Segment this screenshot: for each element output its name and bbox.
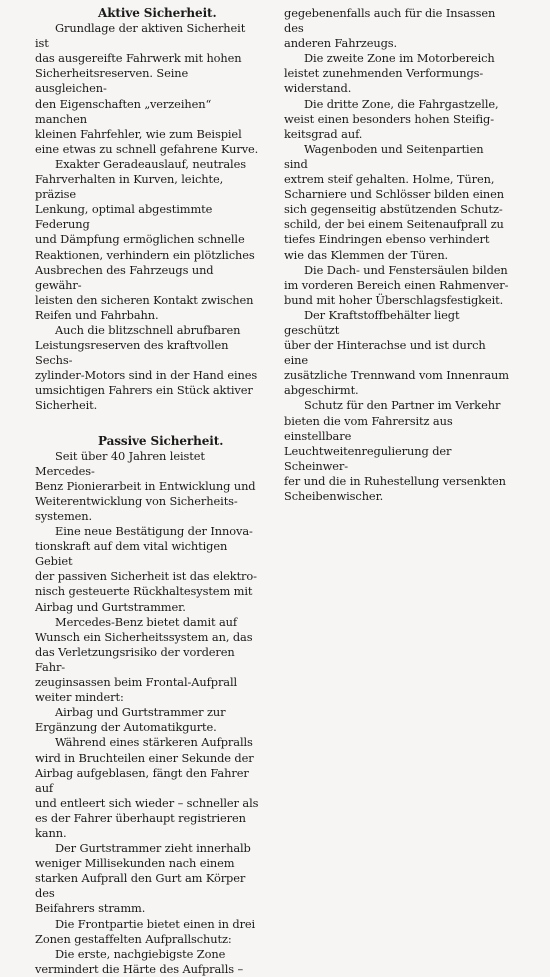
paragraph: Schutz für den Partner im Verkehr bieten die vom Fahrersitz aus einstellbare Leuchtweitenregulierung der Scheinwer- fer und die in Ruhestellung versenkten Scheibenwischer.: [284, 398, 506, 503]
paragraph: Seit über 40 Jahren leistet Mercedes- Benz Pionierarbeit in Entwicklung und Weiterentwicklung von Sicherheits- systemen.: [35, 448, 256, 523]
left-column: [35, 6, 261, 977]
paragraph: Mercedes-Benz bietet damit auf Wunsch ein Sicherheitssystem an, das das Verletzungsrisiko der vorderen Fahr- zeuginsassen beim Frontal-Aufprall weiter mindert:: [35, 614, 253, 705]
paragraph: Die Dach- und Fenstersäulen bilden im vorderen Bereich einen Rahmenver- bund mit hoher Überschlagsfestigkeit.: [284, 262, 509, 307]
paragraph: Der Kraftstoffbehälter liegt geschützt über der Hinterachse und ist durch eine zusätzliche Trennwand vom Innenraum abgeschirmt.: [284, 307, 509, 398]
right-column: [284, 6, 510, 504]
heading-passive-safety: Passive Sicherheit.: [98, 433, 224, 448]
paragraph: Die erste, nachgiebigste Zone vermindert die Härte des Aufpralls –: [35, 946, 244, 976]
paragraph: Der Gurtstrammer zieht innerhalb weniger Millisekunden nach einem starken Aufprall den Gurt am Körper des Beifahrers stramm.: [35, 841, 251, 916]
paragraph: Airbag und Gurtstrammer zur Ergänzung der Automatikgurte.: [35, 705, 226, 735]
paragraph: Die dritte Zone, die Fahrgastzelle, weist einen besonders hohen Steifig- keitsgrad auf.: [284, 96, 499, 141]
paragraph: Die Frontpartie bietet einen in drei Zonen gestaffelten Aufprallschutz:: [35, 916, 256, 946]
paragraph-continuation: gegebenenfalls auch für die Insassen des anderen Fahrzeugs.: [284, 6, 496, 51]
paragraph: Grundlage der aktiven Sicherheit ist das ausgereifte Fahrwerk mit hohen Sicherheitsreserven. Seine ausgleichen- den Eigenschaften „verzeihen“ manchen kleinen Fahrfehler, wie zum Beispiel eine etwas zu schnell gefahrene Kurve.: [35, 21, 259, 156]
paragraph: Eine neue Bestätigung der Innova- tionskraft auf dem vital wichtigen Gebiet der passiven Sicherheit ist das elektro- nisch gesteuerte Rückhaltesystem mit Airbag und Gurtstrammer.: [35, 524, 257, 614]
paragraph: Auch die blitzschnell abrufbaren Leistungsreserven des kraftvollen Sechs- zylinder-Motors sind in der Hand eines umsichtigen Fahrers ein Stück aktiver Sicherheit.: [35, 322, 258, 413]
heading-active-safety: Aktive Sicherheit.: [98, 6, 217, 20]
paragraph: Exakter Geradeauslauf, neutrales Fahrverhalten in Kurven, leichte, präzise Lenkung, optimal abgestimmte Federung und Dämpfung ermöglichen schnelle Reaktionen, verhindern ein plötzliches Ausbrechen des Fahrzeugs und gewähr- leisten den sicheren Kontakt zwischen Reifen und Fahrbahn.: [35, 156, 255, 322]
paragraph: Die zweite Zone im Motorbereich leistet zunehmenden Verformungs- widerstand.: [284, 51, 495, 96]
paragraph: Wagenboden und Seitenpartien sind extrem steif gehalten. Holme, Türen, Scharniere und Schlösser bilden einen sich gegenseitig abstützenden Schutz- schild, der bei einem Seitenaufprall zu tiefes Eindringen ebenso verhindert wie das Klemmen der Türen.: [284, 141, 505, 262]
paragraph: Während eines stärkeren Aufpralls wird in Bruchteilen einer Sekunde der Airbag aufgeblasen, fängt den Fahrer auf und entleert sich wieder – schneller als es der Fahrer überhaupt registrieren kann.: [35, 735, 259, 840]
